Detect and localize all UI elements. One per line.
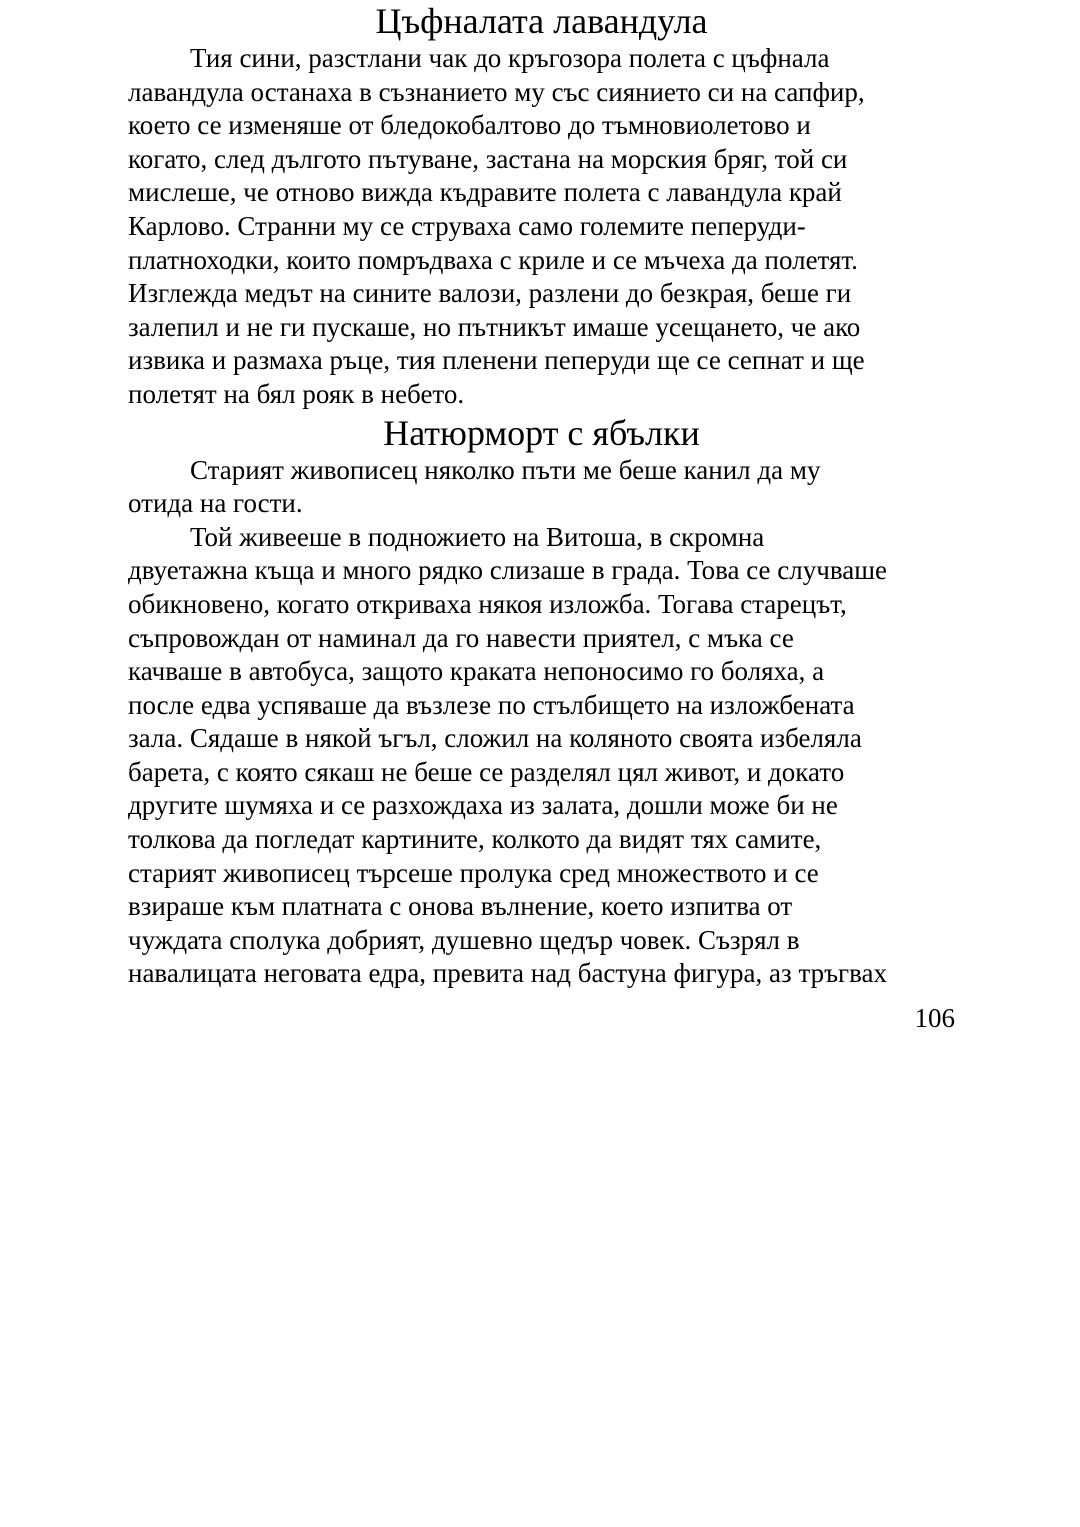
page-number: 106 xyxy=(914,1003,955,1034)
paragraph-apples-main: Той живееше в подножието на Витоша, в скромна двуетажна къща и много рядко слизаше в града. Това се случваше обикновено, когато откриваха някоя изложба. Тогава старецът, съпровождан от наминал да го навести приятел, с мъка се качваше в автобуса, защото краката непоносимо го боляха, а после едва успяваше да възлезе по стълбището на изложбената зала. Сядаше в някой ъгъл, сложил на коляното своята избеляла барета, с която сякаш не беше се разделял цял живот, и докато другите шумяха и се разхождаха из залата, дошли може би не толкова да погледат картините, колкото да видят тях самите, старият живописец търсеше пролука сред множеството и се взираше към платната с онова вълнение, което изпитва от чуждата сполука добрият, душевно щедър човек. Съзрял в навалицата неговата едра, превита над бастуна фигура, аз тръгвах xyxy=(128,521,887,989)
section-title-lavender: Цъфналата лавандула xyxy=(375,1,708,41)
section-title-apples: Натюрморт с ябълки xyxy=(383,412,700,453)
paragraph-lavender: Тия сини, разстлани чак до кръгозора полета с цъфнала лавандула останаха в съзнанието му със сиянието си на сапфир, което се изменяше от бледокобалтово до тъмновиолетово и когато, след дългото пътуване, застана на морския бряг, той си мислеше, че отново вижда къдравите полета с лавандула край Карлово. Странни му се струваха само големите пеперуди- платноходки, които помръдваха с криле и се мъчеха да полетят. Изглежда медът на сините валози, разлени до безкрая, беше ги залепил и не ги пускаше, но пътникът имаше усещането, че ако извика и размаха ръце, тия пленени пеперуди ще се сепнат и ще полетят на бял рояк в небето. xyxy=(128,43,865,409)
paragraph-apples-intro: Старият живописец няколко пъти ме беше канил да му отида на гости. xyxy=(128,454,821,519)
